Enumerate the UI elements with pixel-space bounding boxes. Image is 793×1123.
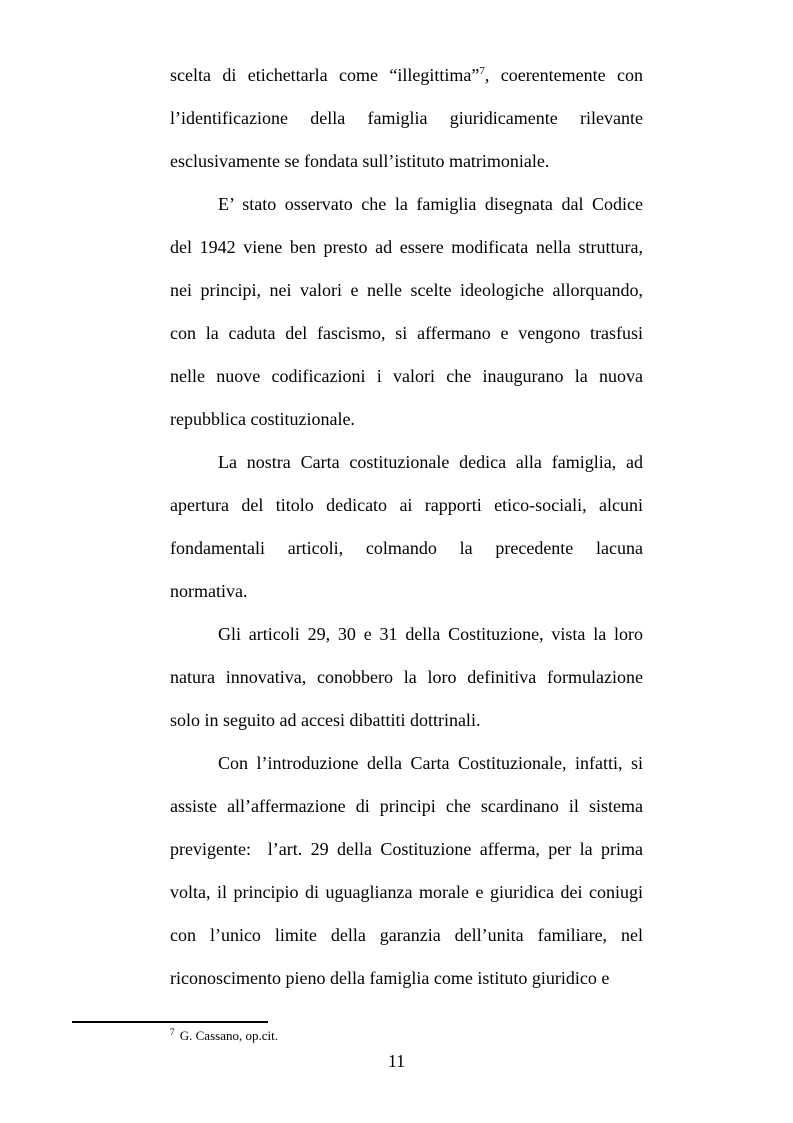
paragraph [170, 613, 643, 742]
text-line: l’identificazione della famiglia giuridicamente rilevante [170, 108, 643, 128]
footnote-marker: 7 [170, 1026, 175, 1037]
text-line: nei principi, nei valori e nelle scelte ideologiche allorquando, [170, 280, 643, 300]
paragraph [170, 441, 643, 613]
text-line: fondamentali articoli, colmando la precedente lacuna [170, 538, 643, 558]
footnote-ref: 7 [479, 65, 485, 77]
text-line: del 1942 viene ben presto ad essere modificata nella struttura, [170, 237, 643, 257]
footnote [170, 1026, 278, 1046]
text-line: repubblica costituzionale. [170, 409, 355, 429]
paragraph [170, 183, 643, 441]
text-line: apertura del titolo dedicato ai rapporti etico-sociali, alcuni [170, 495, 643, 515]
text-line: natura innovativa, conobbero la loro definitiva formulazione [170, 667, 643, 687]
text-line: Gli articoli 29, 30 e 31 della Costituzione, vista la loro [218, 624, 643, 644]
page-number: 11 [387, 1051, 406, 1071]
text-line: normativa. [170, 581, 248, 601]
footnote-text: G. Cassano, op.cit. [176, 1028, 278, 1043]
text-line: Con l’introduzione della Carta Costituzionale, infatti, si [218, 753, 643, 773]
body-text [170, 54, 643, 1000]
text-line: con la caduta del fascismo, si affermano e vengono trasfusi [170, 323, 643, 343]
text-line: previgente: l’art. 29 della Costituzione afferma, per la prima [170, 839, 643, 859]
text-line: nelle nuove codificazioni i valori che inaugurano la nuova [170, 366, 643, 386]
text-line: E’ stato osservato che la famiglia disegnata dal Codice [218, 194, 643, 214]
paragraph [170, 742, 643, 1000]
text-line: solo in seguito ad accesi dibattiti dottrinali. [170, 710, 481, 730]
footnote-separator [72, 1021, 268, 1023]
text-line: scelta di etichettarla come “illegittima”$^7$, coerentemente con [170, 65, 643, 85]
text-line: esclusivamente se fondata sull’istituto matrimoniale. [170, 151, 550, 171]
text-line: assiste all’affermazione di principi che scardinano il sistema [170, 796, 643, 816]
text-line: La nostra Carta costituzionale dedica alla famiglia, ad [218, 452, 643, 472]
text-line: riconoscimento pieno della famiglia come istituto giuridico e [170, 968, 610, 988]
text-line: volta, il principio di uguaglianza morale e giuridica dei coniugi [170, 882, 643, 902]
paragraph [170, 54, 643, 183]
text-line: con l’unico limite della garanzia dell’unita familiare, nel [170, 925, 643, 945]
